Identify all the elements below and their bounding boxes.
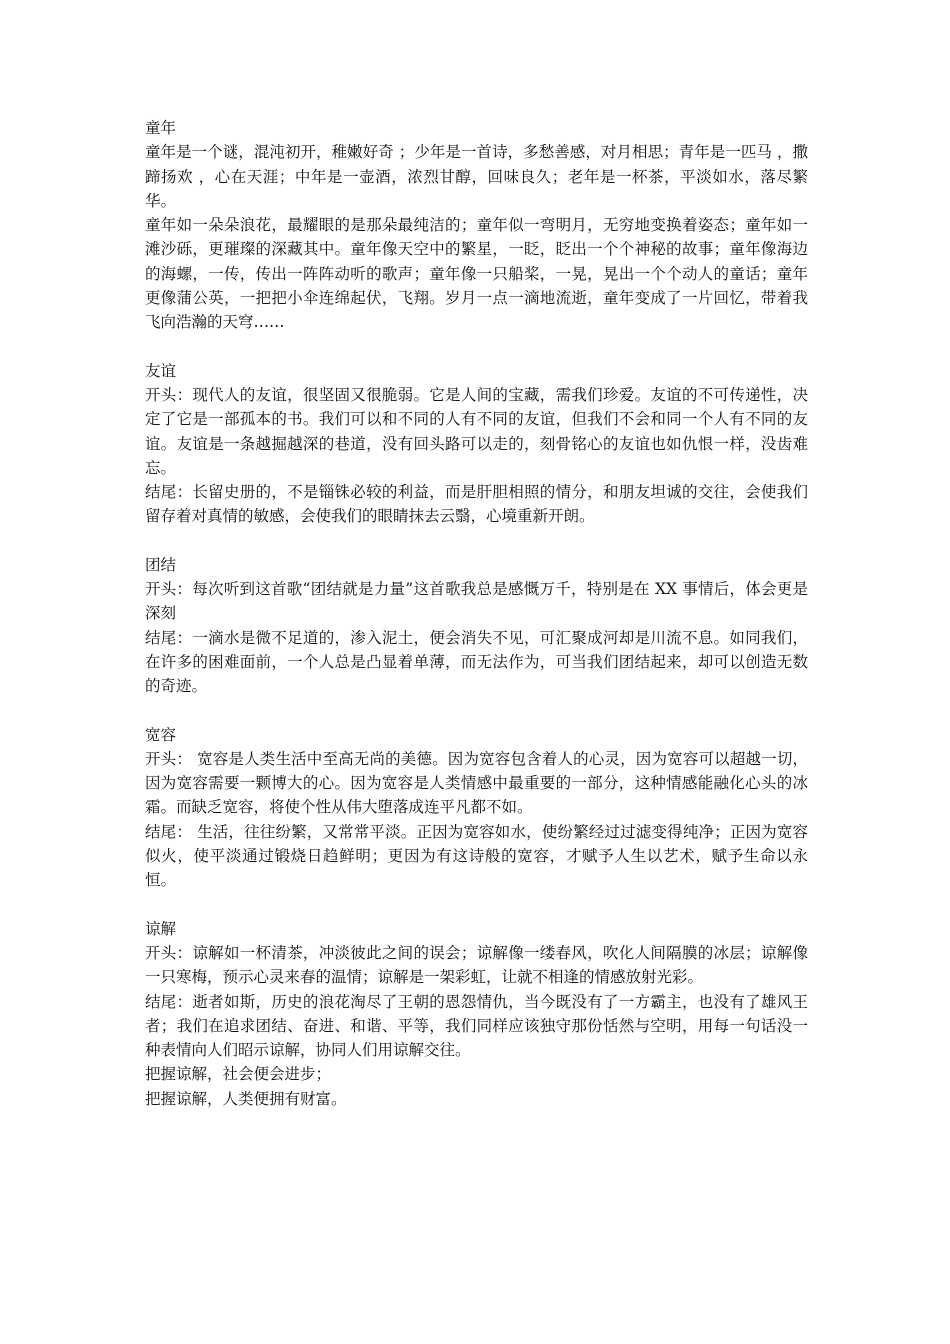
section-title: 谅解 bbox=[145, 919, 177, 938]
section-title: 友谊 bbox=[145, 361, 177, 380]
paragraph-opening: 开头： 宽容是人类生活中至高无尚的美德。因为宽容包含着人的心灵，因为宽容可以超越一切，因为宽容需要一颗博大的心。因为宽容是人类情感中最重要的一部分，这种情感能融化心头的冰霜。而缺乏宽容，将使个性从伟大堕落成连平凡都不如。 bbox=[145, 749, 808, 817]
section-unity bbox=[145, 553, 808, 699]
paragraph: 童年是一个谜，混沌初开，稚嫩好奇 ；少年是一首诗，多愁善感，对月相思；青年是一匹马 ，撒蹄扬欢 ，心在天涯；中年是一壶酒，浓烈甘醇，回味良久；老年是一杯茶，平淡如水，落尽繁华。 bbox=[145, 143, 808, 210]
section-tolerance bbox=[145, 723, 808, 893]
paragraph-line: 把握谅解，人类便拥有财富。 bbox=[145, 1089, 347, 1108]
paragraph: 童年如一朵朵浪花，最耀眼的是那朵最纯洁的；童年似一弯明月，无穷地变换着姿态；童年如一滩沙砾，更璀璨的深藏其中。童年像天空中的繁星，一眨，眨出一个个神秘的故事；童年像海边的海螺，一传，传出一阵阵动听的歌声；童年像一只船桨，一晃，晃出一个个动人的童话；童年更像蒲公英，一把把小伞连绵起伏，飞翔。岁月一点一滴地流逝，童年变成了一片回忆，带着我飞向浩瀚的天穹…… bbox=[145, 216, 808, 332]
section-title: 团结 bbox=[145, 555, 177, 574]
section-friendship bbox=[145, 359, 808, 529]
paragraph-opening: 开头：现代人的友谊，很坚固又很脆弱。它是人间的宝藏，需我们珍爱。友谊的不可传递性，决定了它是一部孤本的书。我们可以和不同的人有不同的友谊，但我们不会和同一个人有不同的友谊。友谊是一条越掘越深的巷道，没有回头路可以走的，刻骨铭心的友谊也如仇恨一样，没齿难忘。 bbox=[145, 385, 808, 477]
section-childhood bbox=[145, 116, 808, 335]
section-title: 宽容 bbox=[145, 725, 177, 744]
paragraph-line: 把握谅解，社会便会进步； bbox=[145, 1065, 332, 1084]
paragraph-ending: 结尾： 生活，往往纷繁，又常常平淡。正因为宽容如水，使纷繁经过过滤变得纯净；正因为宽容似火，使平淡通过锻烧日趋鲜明；更因为有这诗般的宽容，才赋予人生以艺术，赋予生命以永恒。 bbox=[145, 822, 808, 890]
section-title: 童年 bbox=[145, 119, 177, 137]
paragraph-ending: 结尾：一滴水是微不足道的，渗入泥土，便会消失不见，可汇聚成河却是川流不息。如同我们，在许多的困难面前，一个人总是凸显着单薄，而无法作为，可当我们团结起来，却可以创造无数的奇迹。 bbox=[145, 628, 808, 696]
paragraph-ending: 结尾：逝者如斯，历史的浪花淘尽了王朝的恩怨情仇，当今既没有了一方霸主，也没有了雄风王者；我们在追求团结、奋进、和谐、平等，我们同样应该独守那份恬然与空明，用每一句话没一种表情向人们昭示谅解，协同人们用谅解交往。 bbox=[145, 992, 808, 1060]
paragraph-opening: 开头：谅解如一杯清茶，冲淡彼此之间的误会；谅解像一缕春风，吹化人间隔膜的冰层；谅解像一只寒梅，预示心灵来春的温情；谅解是一架彩虹，让就不相逢的情感放射光彩。 bbox=[145, 943, 808, 987]
document-body bbox=[145, 116, 808, 1135]
section-understanding bbox=[145, 917, 808, 1111]
paragraph-ending: 结尾：长留史册的，不是锱铢必较的利益，而是肝胆相照的情分，和朋友坦诚的交往，会使我们留存着对真情的敏感，会使我们的眼睛抹去云翳，心境重新开朗。 bbox=[145, 483, 808, 526]
paragraph-opening: 开头：每次听到这首歌“团结就是力量”这首歌我总是感慨万千，特别是在 XX 事情后，体会更是深刻 bbox=[145, 580, 808, 623]
